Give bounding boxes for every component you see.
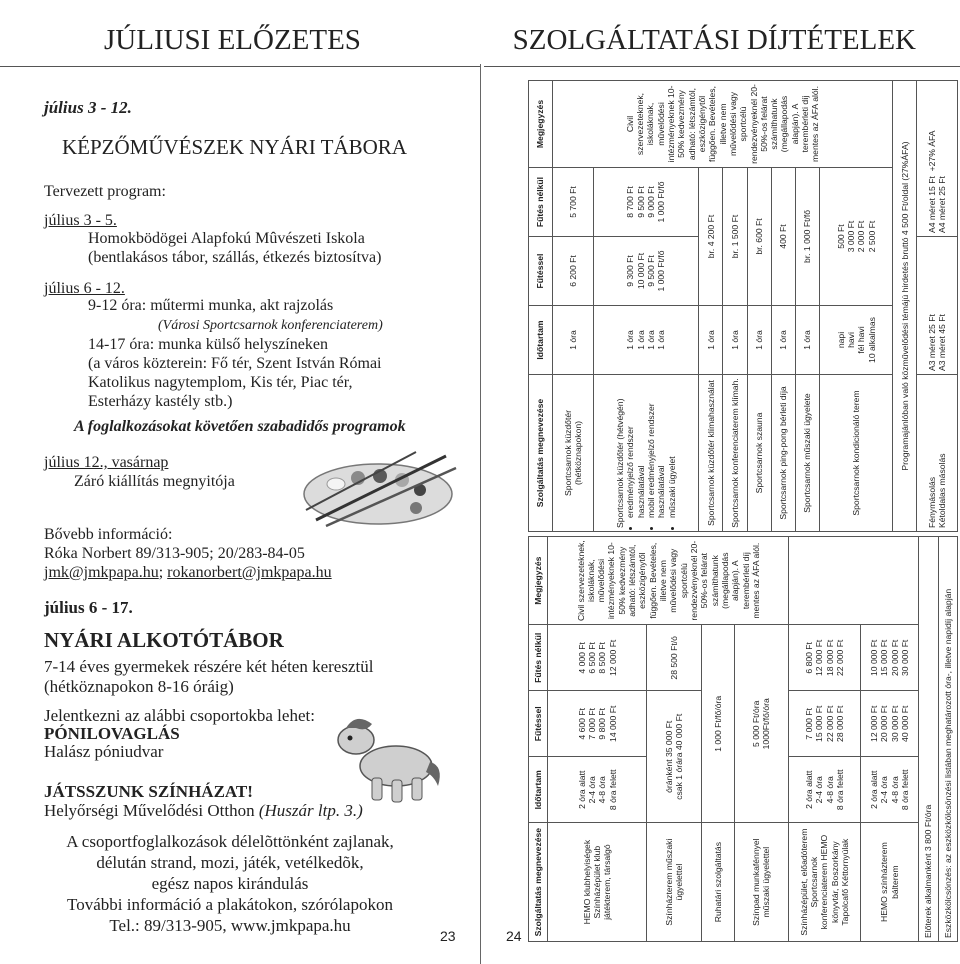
price-cell: br. 1 500 Ft	[723, 168, 747, 306]
program-date-2: július 6 - 12.	[44, 280, 125, 297]
camp2-line-2: (hétköznapokon 8-16 óráig)	[44, 677, 234, 696]
camp2-group-2-venue: Helyőrségi Művelődési Otthon	[44, 801, 259, 820]
service-name: Színházépület, előadóterem Sportcsarnok konferenciaterem HEMO könyvtár, Boszorkány Tapolcafő Kéttornyúlak	[789, 823, 861, 942]
duration-value: 1 óra	[635, 330, 646, 350]
page-divider	[480, 64, 481, 964]
heated-price-cell	[548, 691, 647, 757]
table-header-row	[529, 537, 548, 942]
fee-table-culture	[528, 536, 958, 942]
price-value: 15 000 Ft	[879, 639, 890, 676]
price-value: 9 300 Ft	[625, 255, 636, 287]
duration-value: 2-4 óra	[586, 776, 597, 804]
camp2-group-2: JÁTSSZUNK SZÍNHÁZAT!	[44, 782, 253, 801]
duration-value: 4-8 óra	[889, 776, 900, 804]
price-value: csak 1 órára 40 000 Ft	[673, 713, 684, 800]
table-row	[553, 81, 593, 532]
price-value: 9 500 Ft	[645, 255, 656, 287]
email-link-2[interactable]: rokanorbert@jmkpapa.hu	[167, 564, 332, 581]
price-value: 4 000 Ft	[576, 642, 587, 674]
camp1-date: július 3 - 12.	[44, 98, 132, 117]
duration-value: 8 óra felett	[834, 769, 845, 811]
pony-icon	[326, 706, 446, 812]
duration-value: 1 óra	[656, 330, 667, 350]
program-3-line-1: Záró kiállítás megnyitója	[74, 473, 235, 490]
camp2-group-1: PÓNILOVAGLÁS	[44, 724, 180, 743]
duration-cell: 1 óra	[771, 306, 795, 375]
unheated-price-cell	[789, 625, 861, 691]
program-2-line-3: 14-17 óra: munka külső helyszíneken	[88, 336, 328, 353]
duration-cell: 1 óra	[553, 306, 593, 375]
price-cell: br. 600 Ft	[747, 168, 771, 306]
service-name: HEMO színházterem bálterem	[860, 823, 918, 942]
price-value: 12 000 Ft	[814, 639, 825, 676]
program-1-line-1: Homokbödögei Alapfokú Mûvészeti Iskola	[88, 230, 365, 247]
fee-tables-rotated	[528, 80, 958, 942]
program-date-3: július 12., vasárnap	[44, 454, 169, 471]
unheated-price-cell	[548, 625, 647, 691]
price-cell	[734, 625, 789, 823]
table-row	[789, 537, 861, 942]
price-cell: br. 1 000 Ft/fő	[796, 168, 820, 306]
service-options-list	[625, 378, 677, 528]
col-header-heated: Fűtéssel	[529, 237, 553, 306]
duration-cell: 1 óra	[747, 306, 771, 375]
col-header-service: Szolgáltatás megnevezése	[529, 375, 553, 532]
price-value: 30 000 Ft	[899, 639, 910, 676]
service-name	[593, 375, 699, 532]
email-link-1[interactable]: jmk@jmkpapa.hu	[44, 564, 159, 581]
price-value: 10 000 Ft	[635, 252, 646, 290]
paint-palette-icon	[296, 448, 464, 530]
price-value: 14 000 Ft	[607, 705, 618, 742]
program-2-line-5: Katolikus nagytemplom, Kis tér, Piac tér,	[88, 374, 353, 391]
info-emails	[44, 564, 332, 582]
price-value: 500 Ft	[835, 224, 846, 249]
duration-value: 2-4 óra	[814, 776, 825, 804]
program-1-line-2: (bentlakásos tábor, szállás, étkezés biztosítva)	[88, 249, 382, 266]
left-page-title: JÚLIUSI ELŐZETES	[104, 24, 361, 56]
camp2-group-2-address: (Huszár ltp. 3.)	[258, 801, 363, 820]
closing-line-5: Tel.: 89/313-905, www.jmkpapa.hu	[109, 916, 351, 935]
duration-cell	[820, 306, 893, 375]
copy-fees-a4	[917, 81, 958, 237]
camp2-title: NYÁRI ALKOTÓTÁBOR	[44, 628, 284, 652]
closing-line-1: A csoportfoglalkozások délelõttönként zajlanak,	[66, 832, 394, 851]
price-value: A3 méret 25 Ft	[926, 314, 937, 371]
price-value: 6 800 Ft	[803, 642, 814, 674]
col-header-duration: Időtartam	[529, 757, 548, 823]
unheated-price-cell	[860, 625, 918, 691]
table-row	[917, 81, 958, 532]
col-header-duration: Időtartam	[529, 306, 553, 375]
price-value: 20 000 Ft	[879, 705, 890, 742]
price-value: 10 000 Ft	[868, 639, 879, 676]
closing-line-3: egész napos kirándulás	[151, 874, 309, 893]
list-item: • mobil eredményjelző rendszer használatával	[646, 378, 667, 518]
free-time-note: A foglalkozásokat követően szabadidős programok	[74, 418, 406, 435]
price-value: 20 000 Ft	[889, 639, 900, 676]
program-2-line-6: Esterházy kastély stb.)	[88, 393, 233, 410]
email-separator: ;	[158, 564, 168, 581]
duration-value: fél havi	[856, 326, 867, 354]
table-row	[548, 537, 647, 942]
price-cell	[647, 691, 702, 823]
price-value: A4 méret 25 Ft	[937, 176, 948, 233]
service-name: Sportcsarnok küzdőtér klímahasználat	[699, 375, 723, 532]
col-header-unheated: Fűtés nélkül	[529, 625, 548, 691]
price-cell: 400 Ft	[771, 168, 795, 306]
service-name: Színpad munkafénnyel műszaki ügyelettel	[734, 823, 789, 942]
unheated-price-cell: 28 500 Ft/ó	[647, 625, 702, 691]
right-page-title: SZOLGÁLTATÁSI DÍJTÉTELEK	[512, 24, 916, 56]
heated-price-cell	[789, 691, 861, 757]
heated-price-cell	[593, 237, 699, 306]
camp1-title: KÉPZŐMŰVÉSZEK NYÁRI TÁBORA	[62, 135, 407, 159]
duration-value: 1 óra	[625, 330, 636, 350]
list-item: • eredményjelző rendszer használatával	[625, 378, 646, 518]
copy-service-name: Kétoldalas másolás	[937, 453, 948, 528]
service-name: HEMO klubhelyiségek Színházépület klub játékterem, társalgó	[548, 823, 647, 942]
page-number-left: 23	[440, 928, 456, 944]
col-header-service: Szolgáltatás megnevezése	[529, 823, 548, 942]
note-cell-empty	[789, 537, 919, 625]
duration-value: 1 óra	[645, 330, 656, 350]
price-value: 22 000 Ft	[824, 705, 835, 742]
price-value: A4 méret 15 Ft	[926, 176, 937, 233]
price-value: 1 000 Ft/fő	[656, 250, 667, 292]
price-value: 12 000 Ft	[607, 639, 618, 676]
service-name: Sportcsarnok küzdőtér (hétköznapokon)	[553, 375, 593, 532]
price-value: 6 500 Ft	[586, 642, 597, 674]
fee-table-sports-hall	[528, 80, 958, 532]
list-item: • műszaki ügyelet	[667, 378, 677, 518]
camp2-group-2-place	[44, 801, 363, 821]
duration-value: 2-4 óra	[879, 776, 890, 804]
price-value: 8 500 Ft	[597, 642, 608, 674]
unheated-price-cell: 5 700 Ft	[553, 168, 593, 237]
duration-cell: 1 óra	[723, 306, 747, 375]
closing-line-4: További információ a plakátokon, szórólapokon	[67, 895, 393, 914]
price-value: 3 000 Ft	[845, 220, 856, 253]
price-value: 4 600 Ft	[576, 708, 587, 740]
duration-value: 4-8 óra	[824, 776, 835, 804]
price-value: óránként 35 000 Ft	[663, 720, 674, 793]
table-row	[938, 537, 957, 942]
price-cell: 1 000 Ft/fő/óra	[701, 625, 734, 823]
price-cell: br. 4 200 Ft	[699, 168, 723, 306]
camp2-line-1: 7-14 éves gyermekek részére két héten keresztül	[44, 657, 374, 676]
price-value: 9 000 Ft	[645, 186, 656, 218]
price-value: 9 500 Ft	[635, 186, 646, 218]
duration-value: 8 óra felett	[607, 769, 618, 811]
equipment-rental-note: Eszközkölcsönzés: az eszközkölcsönzési listában meghatározott óra-, illetve napidíj alapján	[938, 537, 957, 942]
service-name: Színházterem műszaki ügyelettel	[647, 823, 702, 942]
camp2-group-1-place: Halász póniudvar	[44, 742, 164, 761]
service-title: Sportcsarnok küzdőtér (hétvégén)	[615, 398, 626, 528]
price-value: 2 000 Ft	[856, 220, 867, 253]
copy-fees-labels	[917, 375, 958, 532]
price-value: 1 000 Ft/fő	[656, 181, 667, 223]
left-page-header	[0, 14, 480, 67]
vat-note: +27% ÁFA	[926, 130, 937, 172]
service-name: Sportcsarnok ping-pong bérleti díja	[771, 375, 795, 532]
advert-fee: Programajánlóban való közművelődési témájú hirdetés bruttó 4 500 Ft/oldal (27%ÁFA)	[893, 81, 917, 532]
table-header-row	[529, 81, 553, 532]
duration-cell	[548, 757, 647, 823]
copy-service-name: Fénymásolás	[926, 476, 937, 528]
info-label: Bővebb információ:	[44, 526, 173, 543]
price-cell	[820, 168, 893, 306]
heated-price-cell	[860, 691, 918, 757]
foyer-fee: Előterek alkalmanként 3 800 Ft/óra	[919, 537, 938, 942]
price-value: 7 000 Ft	[803, 708, 814, 740]
unheated-price-cell	[593, 168, 699, 237]
price-value: A3 méret 45 Ft	[937, 314, 948, 371]
left-page	[0, 0, 480, 963]
price-value: 28 000 Ft	[834, 705, 845, 742]
duration-cell: 1 óra	[699, 306, 723, 375]
program-2-line-1: 9-12 óra: műtermi munka, akt rajzolás	[88, 297, 334, 314]
closing-line-2: délután strand, mozi, játék, vetélkedõk,	[96, 853, 364, 872]
price-value: 7 000 Ft	[586, 708, 597, 740]
duration-cell	[789, 757, 861, 823]
price-value: 30 000 Ft	[889, 705, 900, 742]
camp2-line-3: Jelentkezni az alábbi csoportokba lehet:	[44, 706, 315, 725]
col-header-heated: Fűtéssel	[529, 691, 548, 757]
duration-value: 10 alkalmas	[866, 317, 877, 363]
duration-cell	[860, 757, 918, 823]
col-header-note: Megjegyzés	[529, 537, 548, 625]
fee-tables	[528, 80, 958, 942]
program-2-line-4: (a város közterein: Fő tér, Szent István Római	[88, 355, 382, 372]
duration-value: 2 óra alatt	[868, 770, 879, 809]
info-phones: Róka Norbert 89/313-905; 20/283-84-05	[44, 545, 305, 562]
service-name: Sportcsarnok kondicionáló terem	[820, 375, 893, 532]
duration-value: havi	[845, 332, 856, 348]
price-value: 1000Ft/fő/óra	[761, 698, 772, 750]
note-cell: Civil szervezeteknek, iskoláknak, művelődési intézményeknek 10-50% kedvezmény adható: létszámtól, eszközigénytől függően. Bevételes, illetve nem művelődési vagy sportcélú rendezvényeknél 20-50%-os felárat számíthatunk (megállapodás alapján). A terembérleti díj mentes az ÁFA alól.	[548, 537, 789, 625]
price-value: 18 000 Ft	[824, 639, 835, 676]
price-value: 40 000 Ft	[899, 705, 910, 742]
price-value: 22 000 Ft	[834, 639, 845, 676]
col-header-note: Megjegyzés	[529, 81, 553, 168]
duration-value: 2 óra alatt	[576, 770, 587, 809]
program-2-line-2: (Városi Sportcsarnok konferenciaterem)	[158, 318, 383, 333]
price-value: 8 700 Ft	[625, 186, 636, 218]
planned-program-label: Tervezett program:	[44, 183, 166, 200]
duration-cell	[593, 306, 699, 375]
service-name: Sportcsarnok konferenciaterem klímah.	[723, 375, 747, 532]
price-value: 9 800 Ft	[597, 708, 608, 740]
note-cell: Civil szervezeteknek, iskoláknak, művelődési intézményeknek 10-50% kedvezmény adható: létszámtól, eszközigénytől függően. Bevételes, illetve nem művelődési vagy sportcélú rendezvényeknél 20-50%-os felárat számíthatunk (megállapodás alapján). A terembérleti díj mentes az ÁFA alól.	[553, 81, 893, 168]
duration-value: 8 óra felett	[899, 769, 910, 811]
service-name: Sportcsarnok szauna	[747, 375, 771, 532]
duration-value: 2 óra alatt	[803, 770, 814, 809]
price-value: 12 000 Ft	[868, 705, 879, 742]
program-date-1: július 3 - 5.	[44, 212, 117, 229]
duration-value: napi	[835, 331, 846, 349]
page-number-right: 24	[506, 928, 522, 944]
price-value: 15 000 Ft	[814, 705, 825, 742]
service-name: Ruhatári szolgáltatás	[701, 823, 734, 942]
price-value: 5 000 Ft/óra	[751, 700, 762, 747]
right-page-header	[484, 14, 960, 67]
table-row	[919, 537, 938, 942]
copy-fees-a3	[917, 237, 958, 375]
table-row	[893, 81, 917, 532]
duration-cell: 1 óra	[796, 306, 820, 375]
camp2-date: július 6 - 17.	[44, 598, 133, 617]
heated-price-cell: 6 200 Ft	[553, 237, 593, 306]
price-value-row	[927, 84, 937, 233]
service-name: Sportcsarnok műszaki ügyelete	[796, 375, 820, 532]
price-value: 2 500 Ft	[866, 220, 877, 253]
col-header-unheated: Fűtés nélkül	[529, 168, 553, 237]
duration-value: 4-8 óra	[597, 776, 608, 804]
